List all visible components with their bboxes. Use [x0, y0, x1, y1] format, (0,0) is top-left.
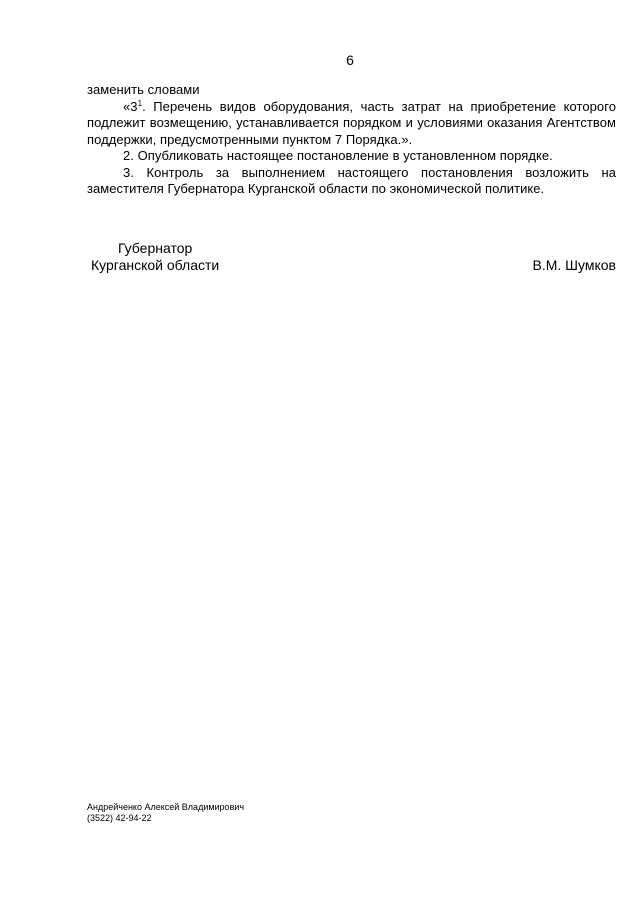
signer-name: В.М. Шумков	[532, 257, 616, 273]
intro-line: заменить словами	[87, 82, 200, 97]
paragraph-item-2: 2. Опубликовать настоящее постановление в установленном порядке.	[123, 148, 553, 163]
signer-title-line-2: Курганской области	[91, 257, 220, 273]
executor-name: Андрейченко Алексей Владимирович	[87, 802, 245, 812]
page-number	[0, 52, 640, 68]
signer-title-line-1: Губернатор	[118, 240, 193, 256]
item-3-1-superscript: 1	[137, 98, 143, 108]
executor-footer	[87, 802, 244, 824]
paragraph-item-3: 3. Контроль за выполнением настоящего постановления возложить на заместителя Губернатора Курганской области по экономической политике.	[87, 164, 616, 196]
document-body	[87, 82, 616, 198]
page-number-text: 6	[346, 52, 354, 68]
paragraph-item-3-1	[87, 99, 616, 149]
executor-phone: (3522) 42-94-22	[87, 813, 152, 823]
item-3-1-text: . Перечень видов оборудования, часть затрат на приобретение которого подлежит возмещению, устанавливается порядком и условиями оказания Агентством поддержки, предусмотренными пунктом 7 Порядка.».	[87, 98, 616, 147]
item-3-1-prefix: «3	[123, 98, 138, 114]
